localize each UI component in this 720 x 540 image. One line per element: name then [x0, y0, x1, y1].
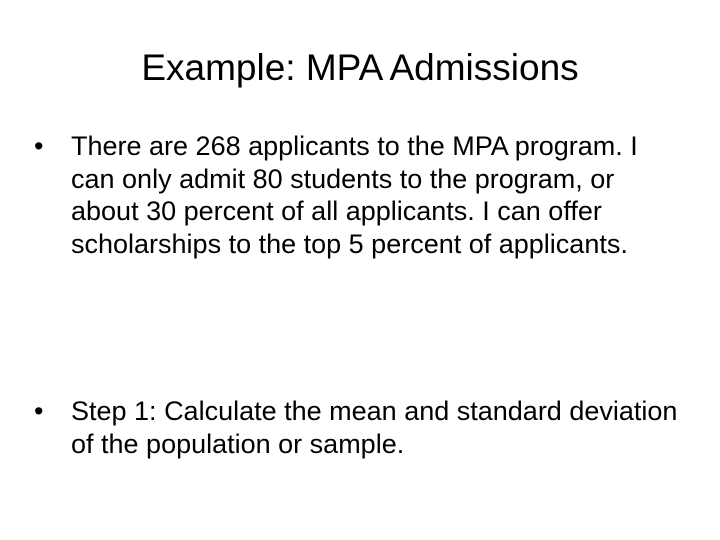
bullet-marker: •	[34, 131, 44, 161]
bullet-text: Step 1: Calculate the mean and standard deviation of the population or sample.	[71, 396, 678, 459]
bullet-item-admissions	[34, 130, 684, 260]
bullet-text: There are 268 applicants to the MPA program. I can only admit 80 students to the program, or about 30 percent of all applicants. I can offer scholarships to the top 5 percent of applicants.	[71, 131, 638, 259]
slide-title: Example: MPA Admissions	[141, 47, 579, 88]
bullet-marker: •	[34, 396, 44, 426]
bullet-item-step-1	[34, 395, 684, 460]
